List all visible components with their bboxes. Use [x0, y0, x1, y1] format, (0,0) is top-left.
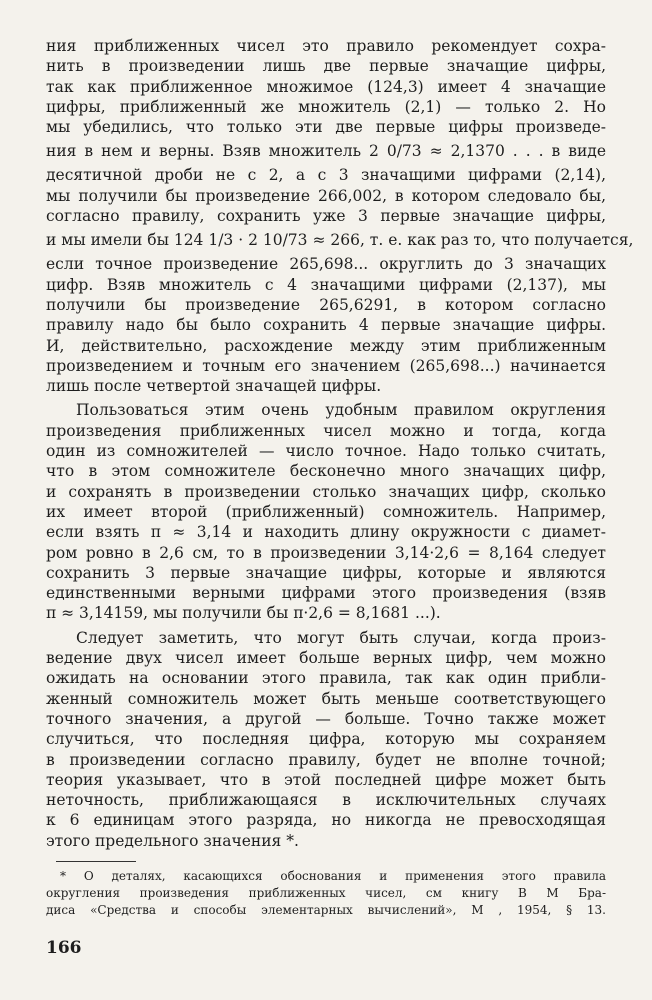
text-line: согласно правилу, сохранить уже 3 первые значащие цифры, — [46, 207, 606, 226]
text-line: произведения приближенных чисел можно и тогда, когда — [46, 421, 606, 440]
paragraph-2 — [46, 400, 606, 623]
text-line: так как приближенное множимое (124,3) имеет 4 значащие — [46, 77, 606, 96]
footnote-line: * О деталях, касающихся обоснования и применения этого правила — [60, 868, 606, 883]
text-line: правилу надо бы было сохранить 4 первые значащие цифры. — [46, 316, 606, 335]
text-line: если взять π ≈ 3,14 и находить длину окружности с диамет- — [46, 523, 606, 542]
text-line-formula: и мы имели бы 124 1/3 · 2 10/73 ≈ 266, т. е. как раз то, что получается, — [46, 231, 634, 250]
paragraph-3 — [46, 628, 606, 851]
text-line: сохранить 3 первые значащие цифры, которые и являются — [46, 563, 606, 582]
text-line: случиться, что последняя цифра, которую мы сохраняем — [46, 730, 606, 749]
text-line: Следует заметить, что могут быть случаи, когда произ- — [76, 628, 606, 647]
text-line: женный сомножитель может быть меньше соответствующего — [46, 689, 606, 708]
paragraph-1 — [46, 36, 634, 396]
text-line: и сохранять в произведении столько значащих цифр, сколько — [46, 482, 606, 501]
text-line: теория указывает, что в этой последней цифре может быть — [46, 770, 606, 789]
text-line: получили бы произведение 265,6291, в котором согласно — [46, 295, 606, 314]
text-line-formula: ния в нем и верны. Взяв множитель 2 0/73 ≈ 2,1370 . . . в виде — [46, 142, 606, 161]
text-line: один из сомножителей — число точное. Надо только считать, — [46, 442, 606, 461]
text-line: цифр. Взяв множитель с 4 значащими цифрами (2,137), мы — [46, 275, 606, 294]
footnote-divider — [56, 861, 136, 862]
text-line: что в этом сомножителе бесконечно много значащих цифр, — [46, 462, 606, 481]
text-line: ведение двух чисел имеет больше верных цифр, чем можно — [46, 649, 606, 668]
text-line: ния приближенных чисел это правило рекомендует сохра- — [46, 37, 606, 55]
page-number: 166 — [46, 938, 82, 958]
text-line: единственными верными цифрами этого произведения (взяв — [46, 584, 606, 603]
text-line: мы убедились, что только эти две первые цифры произведе- — [46, 118, 606, 137]
text-line: мы получили бы произведение 266,002, в котором следовало бы, — [46, 186, 606, 205]
text-line: их имеет второй (приближенный) сомножитель. Например, — [46, 502, 606, 521]
text-line: И, действительно, расхождение между этим приближенным — [46, 336, 606, 355]
text-line: цифры, приближенный же множитель (2,1) — только 2. Но — [46, 97, 606, 116]
text-line: π ≈ 3,14159, мы получили бы π·2,6 = 8,1681 ...). — [46, 604, 441, 623]
footnote-line: округления произведения приближенных чисел, см книгу В М Бра- — [46, 885, 606, 900]
text-line: этого предельного значения *. — [46, 831, 299, 850]
text-line: к 6 единицам этого разряда, но никогда не превосходящая — [46, 811, 606, 830]
text-line: лишь после четвертой значащей цифры. — [46, 377, 382, 396]
page-body — [46, 36, 634, 919]
footnote-line: диса «Средства и способы элементарных вычислений», М , 1954, § 13. — [46, 902, 606, 917]
text-line: ожидать на основании этого правила, так как один прибли- — [46, 669, 606, 688]
text-line: в произведении согласно правилу, будет не вполне точной; — [46, 750, 606, 769]
text-line: десятичной дроби не с 2, а с 3 значащими цифрами (2,14), — [46, 166, 606, 185]
text-line: ром ровно в 2,6 см, то в произведении 3,14·2,6 = 8,164 следует — [46, 543, 606, 562]
text-line: нить в произведении лишь две первые значащие цифры, — [46, 57, 606, 76]
footnote — [46, 868, 606, 919]
text-line: произведением и точным его значением (265,698...) начинается — [46, 356, 606, 375]
text-line: неточность, приближающаяся в исключительных случаях — [46, 791, 606, 810]
text-line: если точное произведение 265,698... округлить до 3 значащих — [46, 255, 606, 274]
text-line: точного значения, а другой — больше. Точно также может — [46, 709, 606, 728]
text-line: Пользоваться этим очень удобным правилом округления — [76, 401, 606, 420]
